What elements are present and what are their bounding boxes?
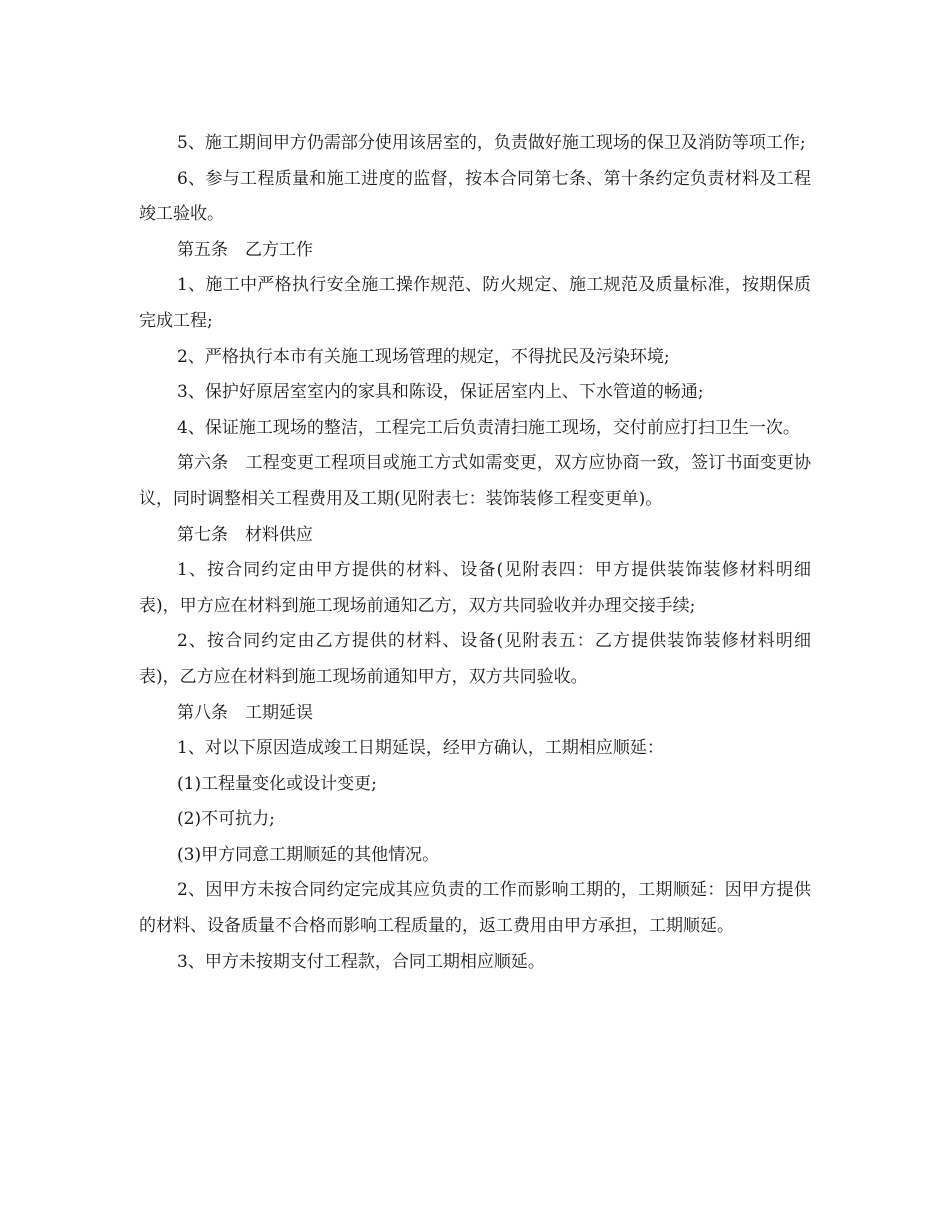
paragraph-item-2: 2、严格执行本市有关施工现场管理的规定，不得扰民及污染环境; [177,346,670,367]
article-6-paragraph: 第六条 工程变更工程项目或施工方式如需变更，双方应协商一致，签订书面变更协议，同时调整相关工程费用及工期(见附表七：装饰装修工程变更单)。 [139,453,811,509]
article-5-heading: 第五条 乙方工作 [177,239,313,260]
sub-item-3: (3)甲方同意工期顺延的其他情况。 [177,844,440,865]
article-7-heading: 第七条 材料供应 [177,524,313,545]
article-8-heading: 第八条 工期延误 [177,702,313,723]
paragraph-item-5: 5、施工期间甲方仍需部分使用该居室的，负责做好施工现场的保卫及消防等项工作; [177,133,806,153]
paragraph-item-2: 2、因甲方未按合同约定完成其应负责的工作而影响工期的，工期顺延：因甲方提供的材料、设备质量不合格而影响工程质量的，返工费用由甲方承担，工期顺延。 [139,880,811,937]
sub-item-2: (2)不可抗力; [177,809,275,830]
paragraph-item-1: 1、按合同约定由甲方提供的材料、设备(见附表四：甲方提供装饰装修材料明细表)，甲方应在材料到施工现场前通知乙方，双方共同验收并办理交接手续; [139,560,811,616]
paragraph-item-1: 1、施工中严格执行安全施工操作规范、防火规定、施工规范及质量标准，按期保质完成工程; [139,275,811,331]
document-body [139,126,811,980]
sub-item-1: (1)工程量变化或设计变更; [177,773,377,794]
paragraph-item-4: 4、保证施工现场的整洁，工程完工后负责清扫施工现场，交付前应打扫卫生一次。 [177,417,800,438]
paragraph-item-1: 1、对以下原因造成竣工日期延误，经甲方确认，工期相应顺延： [177,738,664,759]
paragraph-item-2: 2、按合同约定由乙方提供的材料、设备(见附表五：乙方提供装饰装修材料明细表)，乙方应在材料到施工现场前通知甲方，双方共同验收。 [139,631,811,687]
paragraph-item-6: 6、参与工程质量和施工进度的监督，按本合同第七条、第十条约定负责材料及工程竣工验收。 [139,168,811,225]
paragraph-item-3: 3、保护好原居室室内的家具和陈设，保证居室内上、下水管道的畅通; [177,382,704,403]
paragraph-item-3: 3、甲方未按期支付工程款，合同工期相应顺延。 [177,951,545,972]
